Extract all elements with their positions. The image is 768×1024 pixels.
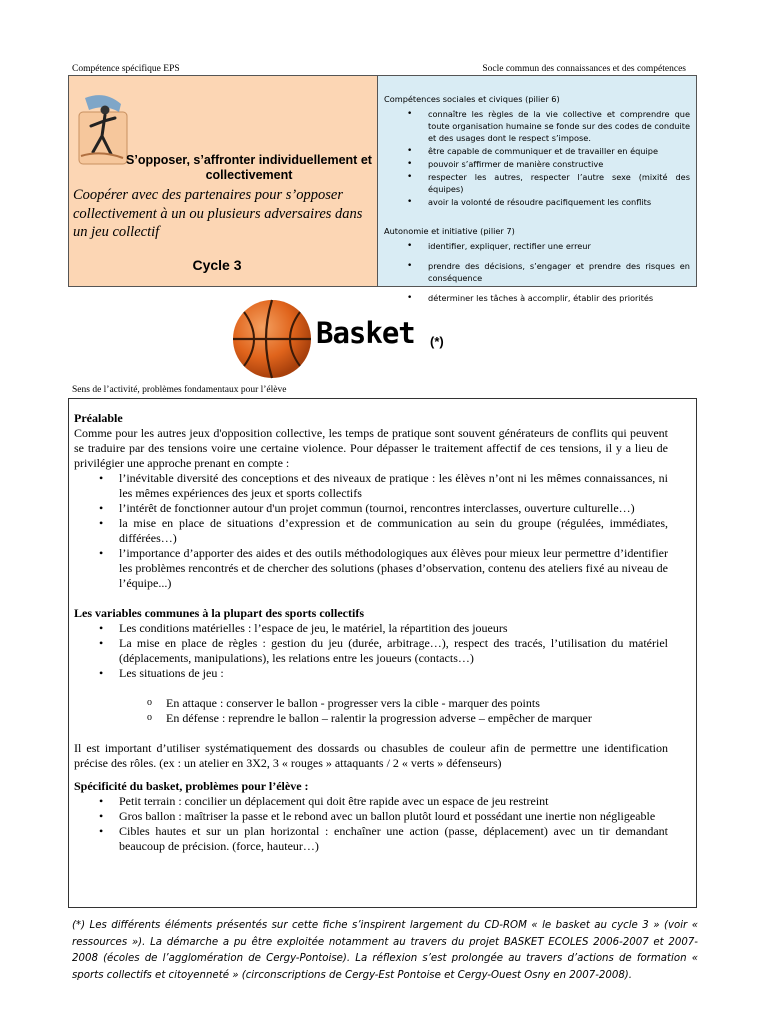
page-title: Basket <box>316 316 415 350</box>
list-item: • Cibles hautes et sur un plan horizontal : enchaîner une action (passe, déplacement) avec un tir demandant beaucoup de précision. (force, hauteur…) <box>74 824 668 854</box>
specificite-heading: Spécificité du basket, problèmes pour l’élève : <box>74 779 309 793</box>
header-right-panel <box>378 76 696 303</box>
footnote-marker: (*) <box>430 334 444 349</box>
section-heading-pilier-6: Compétences sociales et civiques (pilier 6) <box>384 94 560 104</box>
list-item: • être capable de communiquer et de travailler en équipe <box>384 145 690 157</box>
topline-left: Compétence spécifique EPS <box>72 64 180 74</box>
list-item: • pouvoir s’affirmer de manière constructive <box>384 158 690 170</box>
footnote: (*) Les différents éléments présentés sur cette fiche s’inspirent largement du CD-ROM « le basket au cycle 3 » (voir « ressources »). La démarche a pu être exploitée notamment au travers du projet BASKET ECOLES 2006-2007 et 2007-2008 (écoles de l’agglomération de Cergy-Pontoise). La réflexion s’est prolongée au travers d’actions de formation « sports collectifs et citoyenneté » (circonscriptions de Cergy-Est Pontoise et Cergy-Ouest Osny en 2007-2008). <box>72 920 698 981</box>
header-description: Coopérer avec des partenaires pour s’opposer collectivement à un ou plusieurs adversaires dans un jeu collectif <box>73 187 363 240</box>
pilier-7-list <box>384 240 690 304</box>
variables-list <box>74 621 668 681</box>
header-left-panel <box>69 76 378 286</box>
list-item: • l’inévitable diversité des conceptions et des niveaux de pratique : les élèves n’ont ni les mêmes connaissances, ni les mêmes expériences des jeux et sports collectifs <box>74 471 668 501</box>
pilier-6-list <box>384 108 690 208</box>
athlete-emblem-icon <box>75 90 129 170</box>
header-table <box>68 75 697 303</box>
list-item: • l’intérêt de fonctionner autour d'un projet commun (tournoi, rencontres interclasses, ouverture culturelle…) <box>74 501 668 516</box>
prealable-text: Comme pour les autres jeux d'opposition collective, les temps de pratique sont souvent générateurs de conflits qui peuvent se traduire par des tensions voire une certaine violence. Pour dépasser le traitement affectif de ces tensions, il y a lieu de privilégier une approche prenant en compte : <box>74 426 668 470</box>
variables-heading: Les variables communes à la plupart des sports collectifs <box>74 606 364 620</box>
list-item: • l’importance d’apporter des aides et des outils méthodologiques aux élèves pour mieux leur permettre d’identifier les problèmes rencontrés et de chercher des solutions (phases d’observation, contenu des ateliers fixé au niveau de l’équipe...) <box>74 546 668 591</box>
prealable-list <box>74 471 668 591</box>
list-item: • Les conditions matérielles : l’espace de jeu, le matériel, la répartition des joueurs <box>74 621 668 636</box>
list-item: • identifier, expliquer, rectifier une erreur <box>384 240 690 252</box>
prealable-heading: Préalable <box>74 411 123 425</box>
list-item: • Petit terrain : concilier un déplacement qui doit être rapide avec un espace de jeu restreint <box>74 794 668 809</box>
situations-list <box>74 696 668 726</box>
basketball-icon <box>230 298 314 380</box>
list-item: • déterminer les tâches à accomplir, établir des priorités <box>384 292 690 304</box>
cycle-label: Cycle 3 <box>192 257 242 273</box>
list-item: • respecter les autres, respecter l’autre sexe (mixité des équipes) <box>384 171 690 195</box>
list-item: • connaître les règles de la vie collective et comprendre que toute organisation humaine se fonde sur des codes de conduite et des usages dont le respect s’impose. <box>384 108 690 144</box>
list-item: • prendre des décisions, s’engager et prendre des risques en conséquence <box>384 260 690 284</box>
list-item: • la mise en place de situations d’expression et de communication au sein du groupe (régulées, immédiates, différées…) <box>74 516 668 546</box>
section-heading-pilier-7: Autonomie et initiative (pilier 7) <box>384 226 515 236</box>
list-item: • Les situations de jeu : <box>74 666 668 681</box>
main-content-box <box>68 398 697 908</box>
list-item: • Gros ballon : maîtriser la passe et le rebond avec un ballon plutôt lourd et possédant une inertie non négligeable <box>74 809 668 824</box>
section-caption: Sens de l’activité, problèmes fondamentaux pour l’élève <box>72 385 287 395</box>
topline-right: Socle commun des connaissances et des compétences <box>482 64 686 74</box>
header-title: S’opposer, s’affronter individuellement et collectivement <box>126 153 372 182</box>
list-item: o En défense : reprendre le ballon – ralentir la progression adverse – empêcher de marquer <box>74 711 668 726</box>
title-block <box>230 298 530 380</box>
list-item: • La mise en place de règles : gestion du jeu (durée, arbitrage…), respect des tracés, l’utilisation du matériel (déplacements, manipulations), les relations entre les joueurs (contacts…) <box>74 636 668 666</box>
list-item: • avoir la volonté de résoudre pacifiquement les conflits <box>384 196 690 208</box>
specificite-list <box>74 794 668 854</box>
identification-text: Il est important d’utiliser systématiquement des dossards ou chasubles de couleur afin de permettre une identification précise des rôles. (ex : un atelier en 3X2, 3 « rouges » attaquants / 2 « verts » défenseurs) <box>74 741 668 770</box>
list-item: o En attaque : conserver le ballon - progresser vers la cible - marquer des points <box>74 696 668 711</box>
